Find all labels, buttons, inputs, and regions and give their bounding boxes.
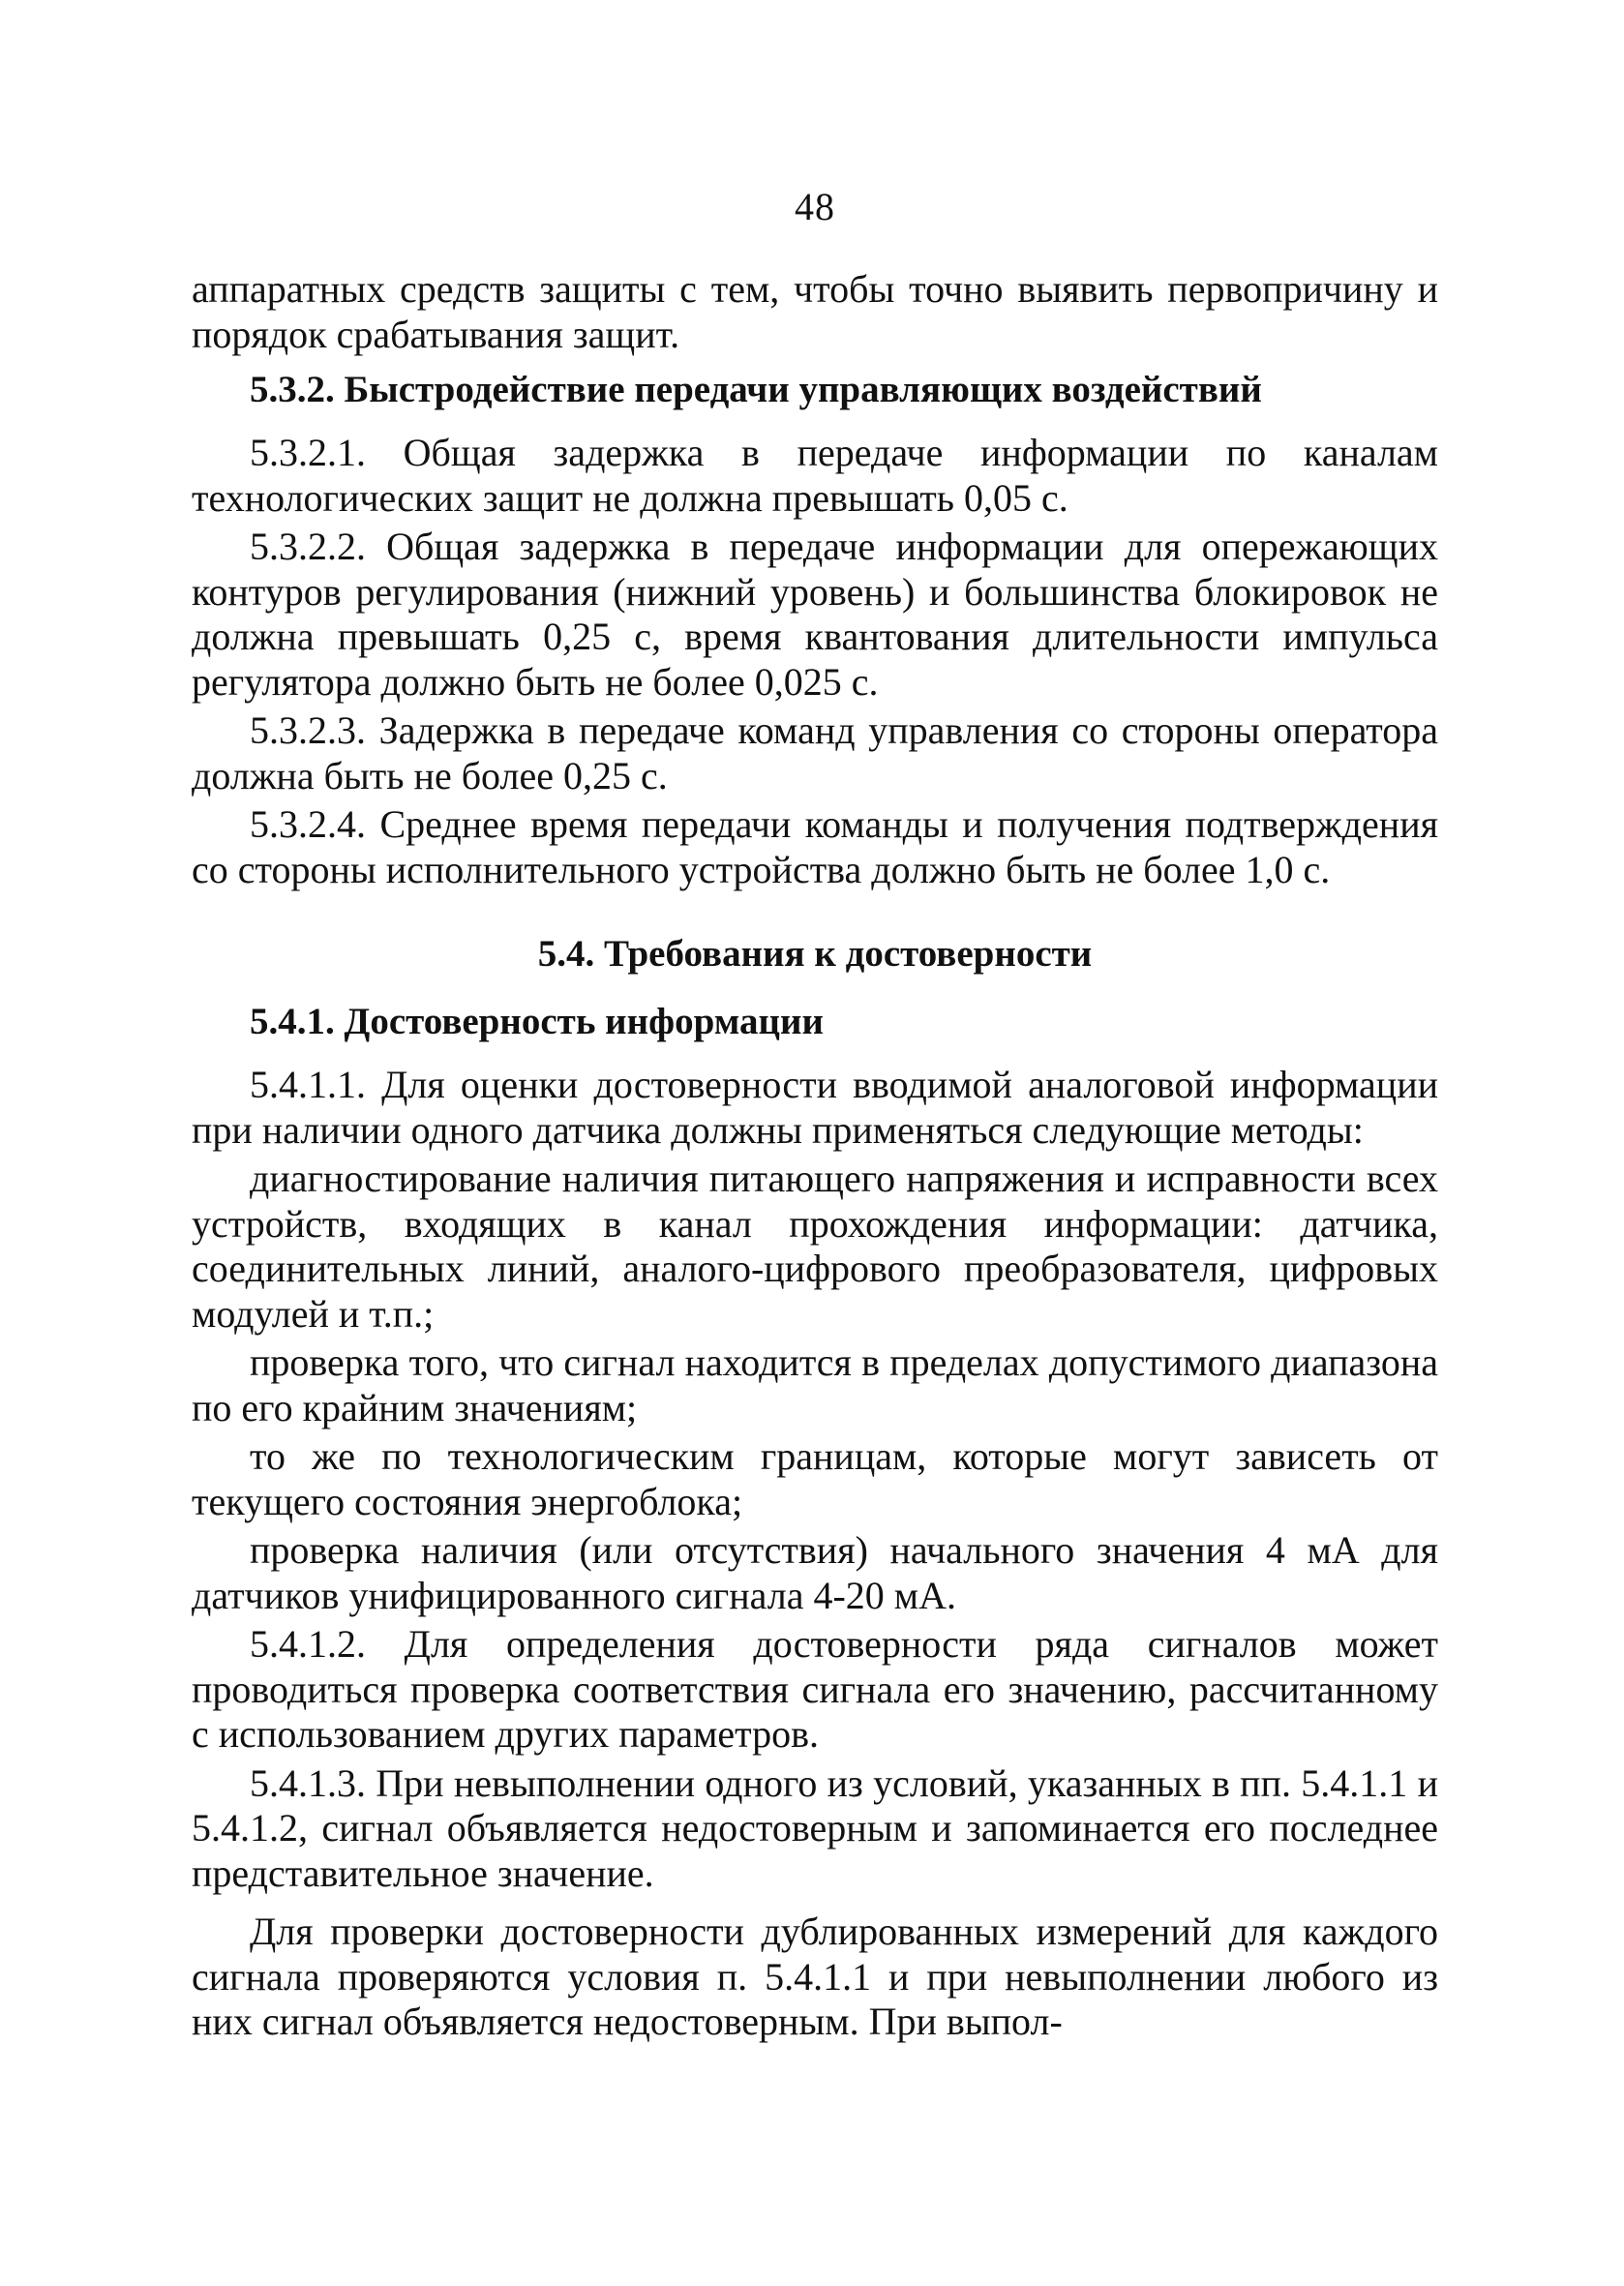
heading-5-4-1: 5.4.1. Достоверность информации <box>250 1001 824 1042</box>
paragraph-5-4-1-1: 5.4.1.1. Для оценки достоверности вводимой аналоговой информации при наличии одного датчика должны применяться следующие методы: <box>192 1063 1438 1152</box>
page-number: 48 <box>795 185 835 228</box>
paragraph-initial-value: проверка наличия (или отсутствия) начального значения 4 мА для датчиков унифицированного сигнала 4-20 мА. <box>192 1528 1438 1617</box>
paragraph-5-4-1-3: 5.4.1.3. При невыполнении одного из условий, указанных в пп. 5.4.1.1 и 5.4.1.2, сигнал объявляется недостоверным и запоминается его последнее представительное значение. <box>192 1760 1438 1895</box>
document-page <box>192 184 1438 2049</box>
paragraph-tech-limits: то же по технологическим границам, которые могут зависеть от текущего состояния энергоблока; <box>192 1434 1438 1523</box>
paragraph-5-3-2-1: 5.3.2.1. Общая задержка в передаче информации по каналам технологических защит не должна превышать 0,05 с. <box>192 431 1438 520</box>
paragraph-range-check: проверка того, что сигнал находится в пределах допустимого диапазона по его крайним значениям; <box>192 1340 1438 1429</box>
paragraph-duplicated-measurements: Для проверки достоверности дублированных измерений для каждого сигнала проверяются условия п. 5.4.1.1 и при невыполнении любого из них сигнал объявляется недостоверным. При выпол- <box>192 1910 1438 2043</box>
paragraph-continuation: аппаратных средств защиты с тем, чтобы точно выявить первопричину и порядок срабатывания защит. <box>192 267 1438 356</box>
paragraph-5-3-2-4: 5.3.2.4. Среднее время передачи команды и получения подтверждения со стороны исполнительного устройства должно быть не более 1,0 с. <box>192 802 1438 891</box>
heading-5-4: 5.4. Требования к достоверности <box>537 933 1093 975</box>
paragraph-5-3-2-2: 5.3.2.2. Общая задержка в передаче информации для опережающих контуров регулирования (нижний уровень) и большинства блокировок не должна превышать 0,25 с, время квантования длительности импульса регулятора должно быть не более 0,025 с. <box>192 525 1438 704</box>
paragraph-5-3-2-3: 5.3.2.3. Задержка в передаче команд управления со стороны оператора должна быть не более 0,25 с. <box>192 708 1438 797</box>
heading-5-3-2: 5.3.2. Быстродействие передачи управляющих воздействий <box>250 369 1262 410</box>
paragraph-5-4-1-2: 5.4.1.2. Для определения достоверности ряда сигналов может проводиться проверка соответствия сигнала его значению, рассчитанному с использованием других параметров. <box>192 1622 1438 1756</box>
paragraph-diagnostics: диагностирование наличия питающего напряжения и исправности всех устройств, входящих в канал прохождения информации: датчика, соединительных линий, аналого-цифрового преобразователя, цифровых модулей и т.п.; <box>192 1157 1438 1336</box>
